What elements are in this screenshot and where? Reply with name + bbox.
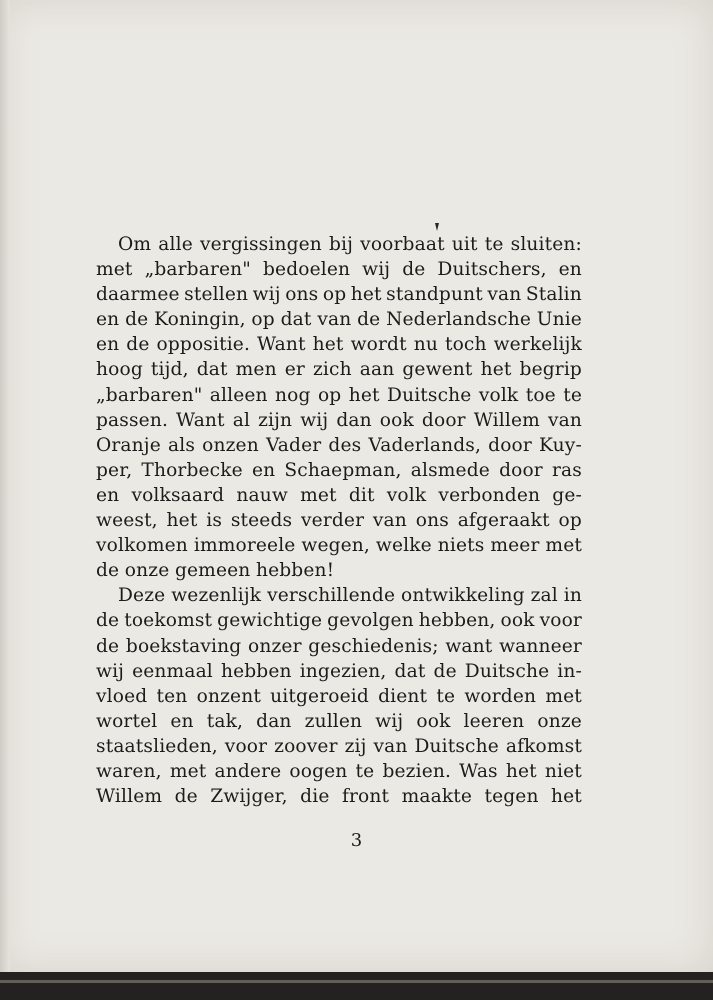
paragraph bbox=[96, 232, 582, 583]
text-line: Oranje als onzen Vader des Vaderlands, door Kuy- bbox=[96, 434, 582, 456]
text-line: wij eenmaal hebben ingezien, dat de Duitsche in- bbox=[96, 660, 582, 682]
paragraph bbox=[96, 583, 582, 809]
text-line: passen. Want al zijn wij dan ook door Willem van bbox=[96, 409, 582, 431]
body-text bbox=[96, 232, 582, 809]
text-line: de toekomst gewichtige gevolgen hebben, ook voor bbox=[96, 610, 582, 632]
text-line: en de oppositie. Want het wordt nu toch werkelijk bbox=[96, 334, 582, 356]
text-line: met „barbaren" bedoelen wij de Duitschers, en bbox=[96, 259, 582, 281]
text-line: daarmee stellen wij ons op het standpunt van Stalin bbox=[96, 284, 582, 306]
text-line: volkomen immoreele wegen, welke niets meer met bbox=[96, 535, 582, 557]
text-line: weest, het is steeds verder van ons afgeraakt op bbox=[96, 510, 582, 532]
text-line: hoog tijd, dat men er zich aan gewent het begrip bbox=[96, 359, 582, 381]
text-line: per, Thorbecke en Schaepman, alsmede door ras bbox=[96, 459, 582, 481]
text-line: vloed ten onzent uitgeroeid dient te worden met bbox=[96, 685, 582, 707]
text-line: Willem de Zwijger, die front maakte tegen het bbox=[96, 786, 582, 808]
text-line: wortel en tak, dan zullen wij ook leeren onze bbox=[96, 710, 582, 732]
text-line: „barbaren" alleen nog op het Duitsche volk toe te bbox=[96, 384, 582, 406]
text-line: en volksaard nauw met dit volk verbonden ge- bbox=[96, 484, 582, 506]
scan-bottom-edge bbox=[0, 972, 713, 1000]
text-line: de boekstaving onzer geschiedenis; want wanneer bbox=[96, 635, 582, 657]
text-line: en de Koningin, op dat van de Nederlandsche Unie bbox=[96, 309, 582, 331]
ink-mark bbox=[433, 222, 441, 232]
text-line: staatslieden, voor zoover zij van Duitsche afkomst bbox=[96, 735, 582, 757]
page-binding-edge bbox=[0, 0, 10, 972]
text-line: waren, met andere oogen te bezien. Was het niet bbox=[96, 760, 582, 782]
text-line: Om alle vergissingen bij voorbaat uit te sluiten: bbox=[118, 234, 582, 255]
text-line: Deze wezenlijk verschillende ontwikkeling zal in bbox=[118, 585, 582, 607]
page-number: 3 bbox=[350, 830, 363, 851]
text-line: de onze gemeen hebben! bbox=[96, 560, 335, 582]
